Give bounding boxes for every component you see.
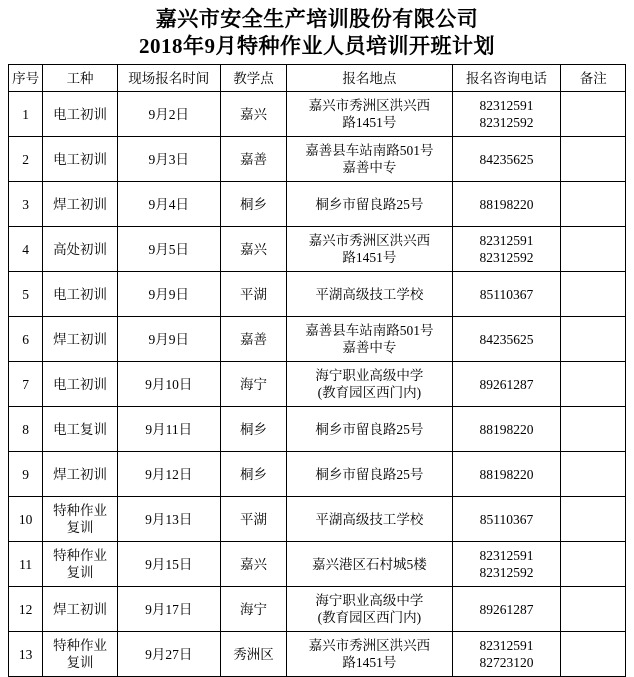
cell-point-line: 桐乡 — [239, 466, 267, 482]
cell-no: 1 — [9, 92, 43, 137]
cell-point — [220, 452, 287, 497]
cell-type — [43, 92, 118, 137]
column-header-no: 序号 — [9, 65, 43, 92]
cell-place — [287, 182, 452, 227]
cell-point — [220, 587, 287, 632]
cell-type-line: 电工初训 — [53, 376, 108, 392]
cell-phone-line: 82723120 — [479, 655, 534, 670]
cell-note — [561, 587, 626, 632]
cell-place — [287, 497, 452, 542]
cell-time-line: 9月15日 — [145, 556, 193, 572]
cell-time — [117, 92, 220, 137]
table-row — [9, 542, 626, 587]
cell-type — [43, 497, 118, 542]
cell-no: 9 — [9, 452, 43, 497]
cell-type — [43, 137, 118, 182]
cell-type-line: 复训 — [66, 655, 94, 670]
cell-type — [43, 632, 118, 677]
table-row — [9, 182, 626, 227]
cell-phone-line: 88198220 — [479, 466, 534, 482]
cell-time — [117, 137, 220, 182]
cell-time — [117, 452, 220, 497]
cell-point — [220, 317, 287, 362]
cell-point-line: 桐乡 — [239, 421, 267, 437]
cell-time — [117, 227, 220, 272]
cell-phone — [452, 182, 561, 227]
cell-time — [117, 272, 220, 317]
cell-place-line: 平湖高级技工学校 — [315, 511, 424, 527]
cell-no: 10 — [9, 497, 43, 542]
cell-place — [287, 137, 452, 182]
title-line-company: 嘉兴市安全生产培训股份有限公司 — [155, 7, 479, 31]
cell-type-line: 特种作业 — [53, 503, 108, 518]
cell-type-line: 焊工初训 — [53, 331, 108, 347]
cell-type-line: 特种作业 — [53, 548, 108, 563]
cell-time-line: 9月17日 — [145, 601, 193, 617]
cell-phone-line: 82312592 — [479, 565, 534, 580]
table-row — [9, 362, 626, 407]
cell-place-line: 嘉善中专 — [342, 160, 397, 175]
cell-type — [43, 542, 118, 587]
cell-point-line: 平湖 — [239, 286, 267, 302]
cell-time-line: 9月4日 — [148, 196, 190, 212]
cell-type — [43, 272, 118, 317]
table-row — [9, 587, 626, 632]
cell-no: 4 — [9, 227, 43, 272]
cell-point — [220, 362, 287, 407]
cell-phone — [452, 542, 561, 587]
cell-no: 6 — [9, 317, 43, 362]
cell-phone-line: 85110367 — [479, 511, 534, 527]
cell-place-line: 嘉兴港区石村城5楼 — [312, 556, 427, 572]
column-header-time: 现场报名时间 — [117, 65, 220, 92]
cell-place — [287, 632, 452, 677]
cell-time — [117, 407, 220, 452]
cell-time-line: 9月3日 — [148, 151, 190, 167]
cell-note — [561, 317, 626, 362]
cell-place-line: 路1451号 — [342, 115, 397, 130]
cell-phone — [452, 587, 561, 632]
cell-type-line: 焊工初训 — [53, 601, 108, 617]
cell-phone — [452, 407, 561, 452]
cell-time — [117, 632, 220, 677]
cell-phone — [452, 497, 561, 542]
cell-no: 12 — [9, 587, 43, 632]
cell-time-line: 9月9日 — [148, 286, 190, 302]
cell-point-line: 海宁 — [239, 376, 267, 392]
cell-type-line: 电工初训 — [53, 106, 108, 122]
cell-note — [561, 272, 626, 317]
cell-point — [220, 632, 287, 677]
cell-time-line: 9月2日 — [148, 106, 190, 122]
cell-phone-line: 88198220 — [479, 196, 534, 212]
cell-type-line: 电工初训 — [53, 286, 108, 302]
cell-phone-line: 85110367 — [479, 286, 534, 302]
cell-time-line: 9月5日 — [148, 241, 190, 257]
table-row — [9, 407, 626, 452]
cell-no: 2 — [9, 137, 43, 182]
cell-place-line: 路1451号 — [342, 655, 397, 670]
cell-point — [220, 92, 287, 137]
cell-point-line: 嘉兴 — [239, 241, 267, 257]
cell-place-line: 嘉兴市秀洲区洪兴西 — [308, 638, 431, 653]
cell-time — [117, 182, 220, 227]
cell-point — [220, 497, 287, 542]
cell-type-line: 特种作业 — [53, 638, 108, 653]
table-header — [9, 65, 626, 92]
cell-phone — [452, 362, 561, 407]
cell-no: 5 — [9, 272, 43, 317]
cell-phone-line: 82312591 — [479, 548, 534, 563]
column-header-point: 教学点 — [220, 65, 287, 92]
cell-phone — [452, 317, 561, 362]
cell-phone — [452, 92, 561, 137]
cell-time — [117, 317, 220, 362]
cell-place-line: 平湖高级技工学校 — [315, 286, 424, 302]
cell-place — [287, 227, 452, 272]
table-row — [9, 497, 626, 542]
cell-type-line: 高处初训 — [53, 241, 108, 257]
cell-point — [220, 407, 287, 452]
cell-phone — [452, 227, 561, 272]
cell-time — [117, 587, 220, 632]
cell-type — [43, 227, 118, 272]
cell-phone-line: 82312592 — [479, 250, 534, 265]
document-title — [8, 6, 626, 60]
cell-note — [561, 137, 626, 182]
cell-point — [220, 137, 287, 182]
cell-place — [287, 272, 452, 317]
cell-place-line: 嘉兴市秀洲区洪兴西 — [308, 233, 431, 248]
cell-phone — [452, 137, 561, 182]
cell-type — [43, 407, 118, 452]
title-line-plan: 2018年9月特种作业人员培训开班计划 — [139, 34, 495, 58]
cell-place — [287, 362, 452, 407]
cell-type — [43, 317, 118, 362]
cell-phone — [452, 452, 561, 497]
cell-point-line: 嘉善 — [239, 151, 267, 167]
cell-time-line: 9月12日 — [145, 466, 193, 482]
cell-note — [561, 452, 626, 497]
cell-point-line: 嘉兴 — [239, 106, 267, 122]
table-row — [9, 317, 626, 362]
cell-place — [287, 542, 452, 587]
cell-time-line: 9月9日 — [148, 331, 190, 347]
cell-place-line: 桐乡市留良路25号 — [315, 421, 424, 437]
cell-no: 11 — [9, 542, 43, 587]
cell-phone-line: 89261287 — [479, 601, 534, 617]
table-header-row — [9, 65, 626, 92]
cell-no: 13 — [9, 632, 43, 677]
cell-type — [43, 452, 118, 497]
cell-type-line: 焊工初训 — [53, 196, 108, 212]
cell-phone-line: 82312592 — [479, 115, 534, 130]
cell-point-line: 桐乡 — [239, 196, 267, 212]
cell-place-line: 嘉善县车站南路501号 — [305, 323, 434, 338]
cell-point-line: 嘉善 — [239, 331, 267, 347]
cell-phone-line: 84235625 — [479, 151, 534, 167]
cell-place-line: (教育园区西门内) — [317, 610, 422, 625]
table-row — [9, 632, 626, 677]
cell-no: 7 — [9, 362, 43, 407]
column-header-note: 备注 — [561, 65, 626, 92]
cell-phone-line: 88198220 — [479, 421, 534, 437]
cell-place-line: 桐乡市留良路25号 — [315, 196, 424, 212]
column-header-place: 报名地点 — [287, 65, 452, 92]
cell-place-line: 嘉善中专 — [342, 340, 397, 355]
cell-note — [561, 362, 626, 407]
cell-note — [561, 407, 626, 452]
cell-note — [561, 542, 626, 587]
column-header-phone: 报名咨询电话 — [452, 65, 561, 92]
cell-point-line: 嘉兴 — [239, 556, 267, 572]
cell-time-line: 9月11日 — [145, 421, 193, 437]
cell-type-line: 电工复训 — [53, 421, 108, 437]
cell-place-line: 海宁职业高级中学 — [315, 368, 424, 383]
cell-place-line: 路1451号 — [342, 250, 397, 265]
cell-place — [287, 587, 452, 632]
cell-type-line: 复训 — [66, 520, 94, 535]
cell-point-line: 海宁 — [239, 601, 267, 617]
cell-place — [287, 407, 452, 452]
table-row — [9, 452, 626, 497]
cell-time-line: 9月13日 — [145, 511, 193, 527]
cell-no: 8 — [9, 407, 43, 452]
cell-place-line: 海宁职业高级中学 — [315, 593, 424, 608]
cell-place-line: 桐乡市留良路25号 — [315, 466, 424, 482]
cell-time — [117, 497, 220, 542]
cell-place — [287, 92, 452, 137]
cell-point — [220, 227, 287, 272]
cell-type — [43, 587, 118, 632]
cell-point-line: 秀洲区 — [233, 646, 274, 662]
cell-time-line: 9月27日 — [145, 646, 193, 662]
cell-type-line: 电工初训 — [53, 151, 108, 167]
cell-note — [561, 92, 626, 137]
table-row — [9, 272, 626, 317]
table-row — [9, 227, 626, 272]
table-row — [9, 137, 626, 182]
cell-point — [220, 272, 287, 317]
cell-time-line: 9月10日 — [145, 376, 193, 392]
cell-point — [220, 182, 287, 227]
cell-point-line: 平湖 — [239, 511, 267, 527]
cell-note — [561, 632, 626, 677]
cell-point — [220, 542, 287, 587]
cell-type-line: 焊工初训 — [53, 466, 108, 482]
cell-place-line: (教育园区西门内) — [317, 385, 422, 400]
cell-time — [117, 362, 220, 407]
cell-note — [561, 227, 626, 272]
column-header-type: 工种 — [43, 65, 118, 92]
cell-phone-line: 82312591 — [479, 98, 534, 113]
cell-note — [561, 182, 626, 227]
cell-type-line: 复训 — [66, 565, 94, 580]
cell-no: 3 — [9, 182, 43, 227]
cell-place — [287, 452, 452, 497]
cell-place-line: 嘉善县车站南路501号 — [305, 143, 434, 158]
cell-note — [561, 497, 626, 542]
cell-phone-line: 82312591 — [479, 638, 534, 653]
cell-phone-line: 82312591 — [479, 233, 534, 248]
table-body — [9, 92, 626, 677]
cell-time — [117, 542, 220, 587]
cell-place — [287, 317, 452, 362]
cell-phone-line: 84235625 — [479, 331, 534, 347]
training-plan-table — [8, 64, 626, 677]
cell-type — [43, 362, 118, 407]
cell-place-line: 嘉兴市秀洲区洪兴西 — [308, 98, 431, 113]
cell-phone-line: 89261287 — [479, 376, 534, 392]
table-row — [9, 92, 626, 137]
cell-type — [43, 182, 118, 227]
cell-phone — [452, 632, 561, 677]
cell-phone — [452, 272, 561, 317]
